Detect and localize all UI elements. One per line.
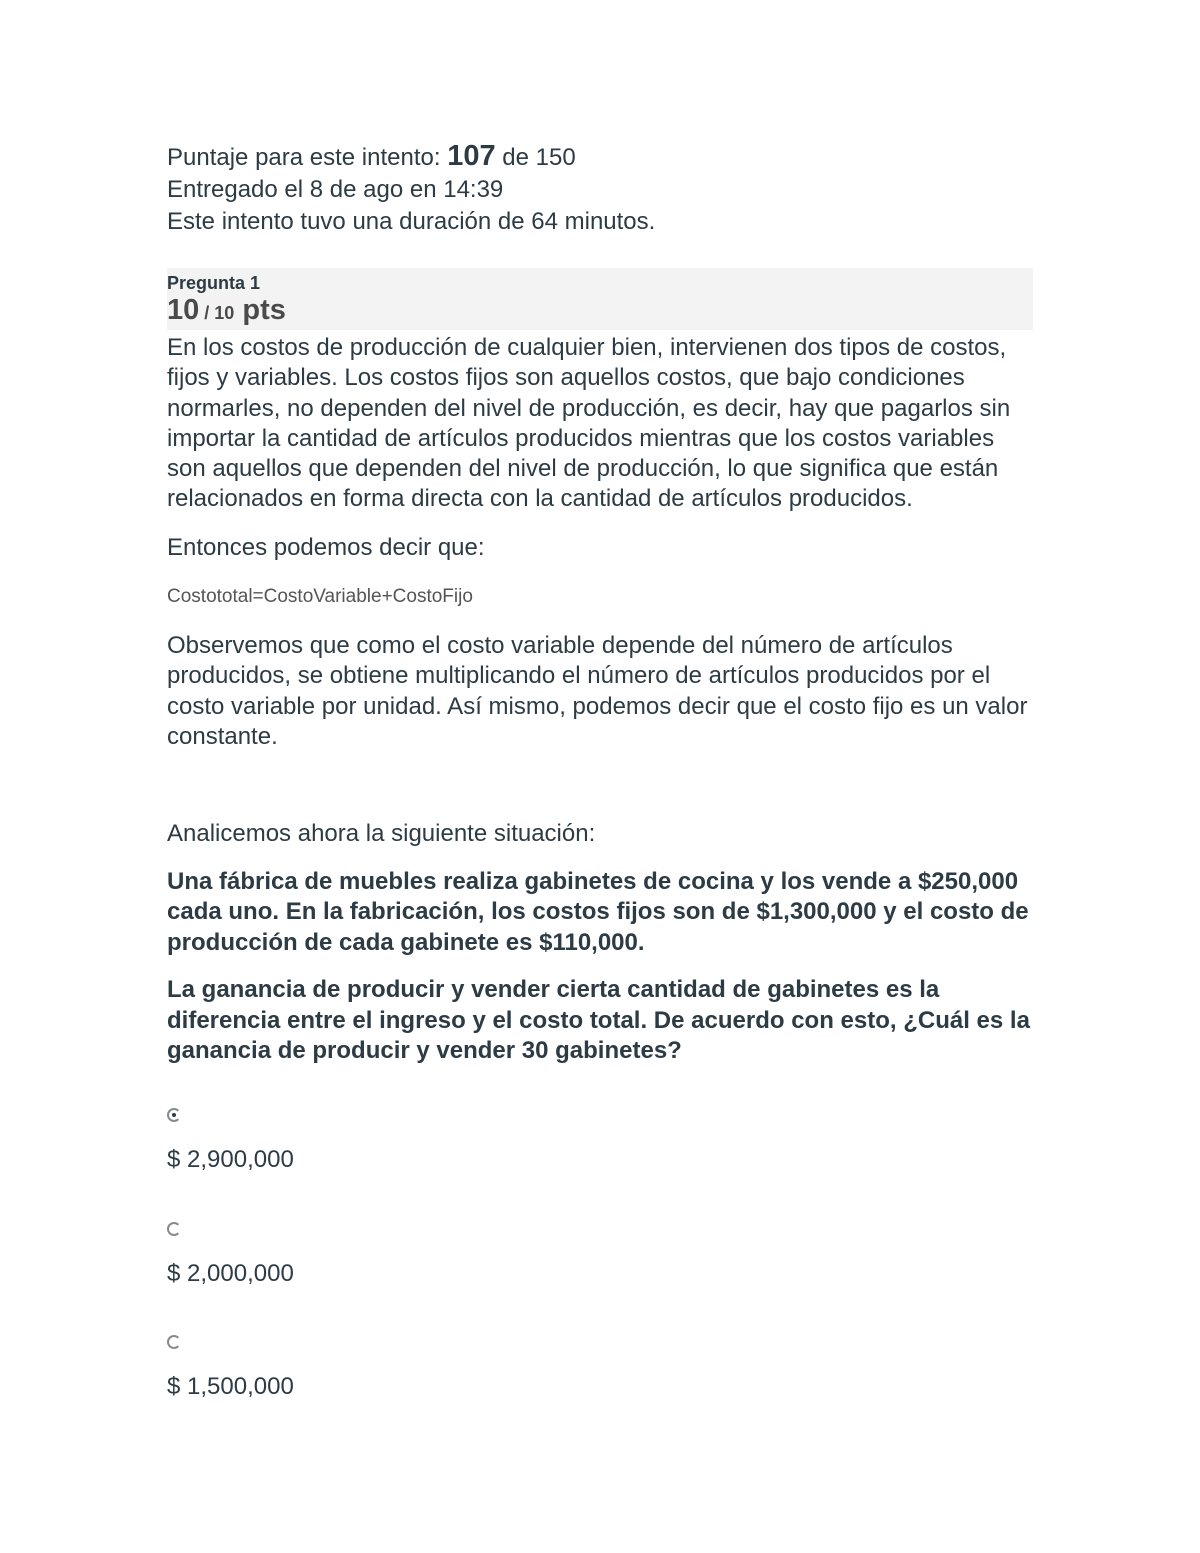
points-possible: 10 — [214, 303, 235, 323]
duration-line: Este intento tuvo una duración de 64 minutos. — [167, 208, 656, 235]
problem-question: La ganancia de producir y vender cierta cantidad de gabinetes es la diferencia entre el ingreso y el costo total. De acuerdo con esto, ¿Cuál es la ganancia de producir y vender 30 gabinetes? — [167, 976, 1030, 1065]
submitted-line: Entregado el 8 de ago en 14:39 — [167, 176, 504, 203]
points-unit: pts — [234, 294, 286, 326]
score-line — [167, 140, 1033, 174]
radio-icon[interactable] — [167, 1222, 181, 1236]
score-value: 107 — [447, 140, 496, 172]
score-suffix: de 150 — [495, 144, 576, 171]
question-paragraph-1: En los costos de producción de cualquier bien, intervienen dos tipos de costos, fijos y variables. Los costos fijos son aquellos costos, que bajo condiciones normarles, no dependen del nivel de producción, es decir, hay que pagarlos sin importar la cantidad de artículos producidos mientras que los costos variables son aquellos que dependen del nivel de producción, lo que significa que están relacionados en forma directa con la cantidad de artículos producidos. — [167, 334, 1011, 513]
answer-label: $ 1,500,000 — [167, 1373, 294, 1400]
attempt-summary — [167, 140, 1033, 238]
answer-label: $ 2,900,000 — [167, 1146, 294, 1173]
answer-label: $ 2,000,000 — [167, 1260, 294, 1287]
answer-option[interactable] — [167, 1222, 294, 1289]
cost-formula: Costototal=CostoVariable+CostoFijo — [167, 586, 473, 608]
question-title: Pregunta 1 — [167, 273, 261, 293]
points-separator: / — [199, 303, 215, 323]
points-earned: 10 — [167, 294, 200, 326]
problem-statement: Una fábrica de muebles realiza gabinetes de cocina y los vende a $250,000 cada uno. En la fabricación, los costos fijos son de $1,300,000 y el costo de producción de cada gabinete es $110,000. — [167, 867, 1029, 956]
question-header — [167, 268, 1033, 330]
question-paragraph-3: Observemos que como el costo variable depende del número de artículos producidos, se obtiene multiplicando el número de artículos producidos por el costo variable por unidad. Así mismo, podemos decir que el costo fijo es un valor constante. — [167, 632, 1028, 750]
question-points — [167, 294, 1033, 329]
radio-icon[interactable] — [167, 1335, 181, 1349]
quiz-page — [167, 140, 1033, 1067]
question-paragraph-4: Analicemos ahora la siguiente situación: — [167, 820, 596, 848]
radio-selected-icon[interactable] — [167, 1108, 181, 1122]
score-prefix: Puntaje para este intento: — [167, 144, 448, 171]
answer-option[interactable] — [167, 1335, 294, 1402]
answer-option[interactable] — [167, 1108, 294, 1175]
question-paragraph-2: Entonces podemos decir que: — [167, 533, 485, 561]
